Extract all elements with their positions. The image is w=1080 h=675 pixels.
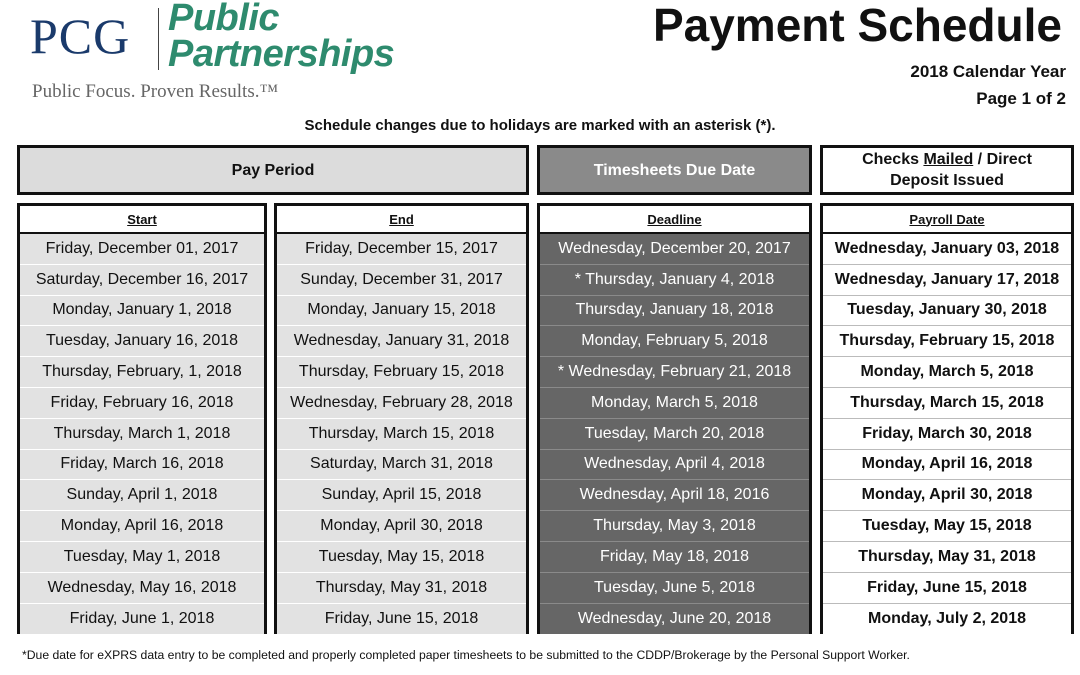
timesheets-due-header: Timesheets Due Date <box>537 145 812 195</box>
end-date-cell: Thursday, March 15, 2018 <box>277 419 526 450</box>
deadline-date-cell: Thursday, May 3, 2018 <box>540 511 809 542</box>
payroll-date-cell: Tuesday, January 30, 2018 <box>823 296 1071 327</box>
end-date-cell: Thursday, February 15, 2018 <box>277 357 526 388</box>
payroll-date-cell: Tuesday, May 15, 2018 <box>823 511 1071 542</box>
start-date-cell: Monday, April 16, 2018 <box>20 511 264 542</box>
payroll-date-cell: Wednesday, January 03, 2018 <box>823 234 1071 265</box>
start-date-cell: Tuesday, January 16, 2018 <box>20 326 264 357</box>
pay-period-header: Pay Period <box>17 145 529 195</box>
start-date-cell: Saturday, December 16, 2017 <box>20 265 264 296</box>
end-date-cell: Monday, January 15, 2018 <box>277 296 526 327</box>
end-date-cell: Thursday, May 31, 2018 <box>277 573 526 604</box>
payroll-column <box>820 203 1074 634</box>
footnote: *Due date for eXPRS data entry to be completed and properly completed paper timesheets to be submitted to the CDDP/Brokerage by the Personal Support Worker. <box>22 648 910 662</box>
start-date-cell: Friday, June 1, 2018 <box>20 604 264 635</box>
end-date-cell: Saturday, March 31, 2018 <box>277 450 526 481</box>
payroll-date-cell: Wednesday, January 17, 2018 <box>823 265 1071 296</box>
payroll-date-cell: Thursday, May 31, 2018 <box>823 542 1071 573</box>
deadline-cells <box>540 234 809 634</box>
payroll-date-cell: Monday, April 16, 2018 <box>823 450 1071 481</box>
start-date-cell: Thursday, March 1, 2018 <box>20 419 264 450</box>
deadline-date-cell: Thursday, January 18, 2018 <box>540 296 809 327</box>
start-date-cell: Friday, March 16, 2018 <box>20 450 264 481</box>
start-date-cell: Friday, December 01, 2017 <box>20 234 264 265</box>
end-header: End <box>277 206 526 234</box>
deadline-date-cell: Wednesday, April 4, 2018 <box>540 450 809 481</box>
deadline-date-cell: Tuesday, June 5, 2018 <box>540 573 809 604</box>
deadline-date-cell: Tuesday, March 20, 2018 <box>540 419 809 450</box>
payroll-date-cell: Monday, April 30, 2018 <box>823 480 1071 511</box>
start-date-cell: Tuesday, May 1, 2018 <box>20 542 264 573</box>
end-date-cell: Tuesday, May 15, 2018 <box>277 542 526 573</box>
end-date-cell: Friday, December 15, 2017 <box>277 234 526 265</box>
deadline-date-cell: Friday, May 18, 2018 <box>540 542 809 573</box>
header-info <box>910 58 1066 112</box>
deadline-header: Deadline <box>540 206 809 234</box>
checks-label-pre: Checks <box>862 151 924 168</box>
start-column <box>17 203 267 634</box>
checks-issued-header <box>820 145 1074 195</box>
payroll-cells <box>823 234 1071 634</box>
payroll-date-cell: Friday, March 30, 2018 <box>823 419 1071 450</box>
deadline-date-cell: Wednesday, December 20, 2017 <box>540 234 809 265</box>
logo-brand-line2: Partnerships <box>168 33 395 75</box>
end-cells <box>277 234 526 634</box>
payroll-date-cell: Monday, July 2, 2018 <box>823 604 1071 635</box>
holiday-note: Schedule changes due to holidays are marked with an asterisk (*). <box>304 117 776 134</box>
start-date-cell: Sunday, April 1, 2018 <box>20 480 264 511</box>
end-date-cell: Monday, April 30, 2018 <box>277 511 526 542</box>
start-header: Start <box>20 206 264 234</box>
logo-divider <box>158 8 159 70</box>
deadline-date-cell: * Wednesday, February 21, 2018 <box>540 357 809 388</box>
payroll-header: Payroll Date <box>823 206 1071 234</box>
deadline-date-cell: * Thursday, January 4, 2018 <box>540 265 809 296</box>
logo-pcg-text: PCG <box>30 8 131 64</box>
checks-label-line2: Deposit Issued <box>890 172 1004 189</box>
end-date-cell: Friday, June 15, 2018 <box>277 604 526 635</box>
start-date-cell: Thursday, February, 1, 2018 <box>20 357 264 388</box>
start-date-cell: Wednesday, May 16, 2018 <box>20 573 264 604</box>
page-title: Payment Schedule <box>652 0 1062 51</box>
end-date-cell: Sunday, December 31, 2017 <box>277 265 526 296</box>
deadline-date-cell: Monday, February 5, 2018 <box>540 326 809 357</box>
deadline-date-cell: Monday, March 5, 2018 <box>540 388 809 419</box>
end-date-cell: Wednesday, February 28, 2018 <box>277 388 526 419</box>
checks-label-mailed: Mailed <box>923 151 974 168</box>
start-cells <box>20 234 264 634</box>
deadline-date-cell: Wednesday, April 18, 2016 <box>540 480 809 511</box>
page-number: Page 1 of 2 <box>976 89 1066 108</box>
start-date-cell: Monday, January 1, 2018 <box>20 296 264 327</box>
logo-public-partnerships <box>168 0 395 75</box>
end-date-cell: Sunday, April 15, 2018 <box>277 480 526 511</box>
deadline-column <box>537 203 812 634</box>
deadline-date-cell: Wednesday, June 20, 2018 <box>540 604 809 635</box>
payroll-date-cell: Thursday, March 15, 2018 <box>823 388 1071 419</box>
payroll-date-cell: Monday, March 5, 2018 <box>823 357 1071 388</box>
end-column <box>274 203 529 634</box>
payroll-date-cell: Friday, June 15, 2018 <box>823 573 1071 604</box>
payroll-date-cell: Thursday, February 15, 2018 <box>823 326 1071 357</box>
end-date-cell: Wednesday, January 31, 2018 <box>277 326 526 357</box>
calendar-year: 2018 Calendar Year <box>910 62 1066 81</box>
logo-tagline: Public Focus. Proven Results.™ <box>32 81 279 102</box>
checks-label-post: / Direct <box>973 151 1032 168</box>
start-date-cell: Friday, February 16, 2018 <box>20 388 264 419</box>
logo-brand-line1: Public <box>168 0 280 39</box>
